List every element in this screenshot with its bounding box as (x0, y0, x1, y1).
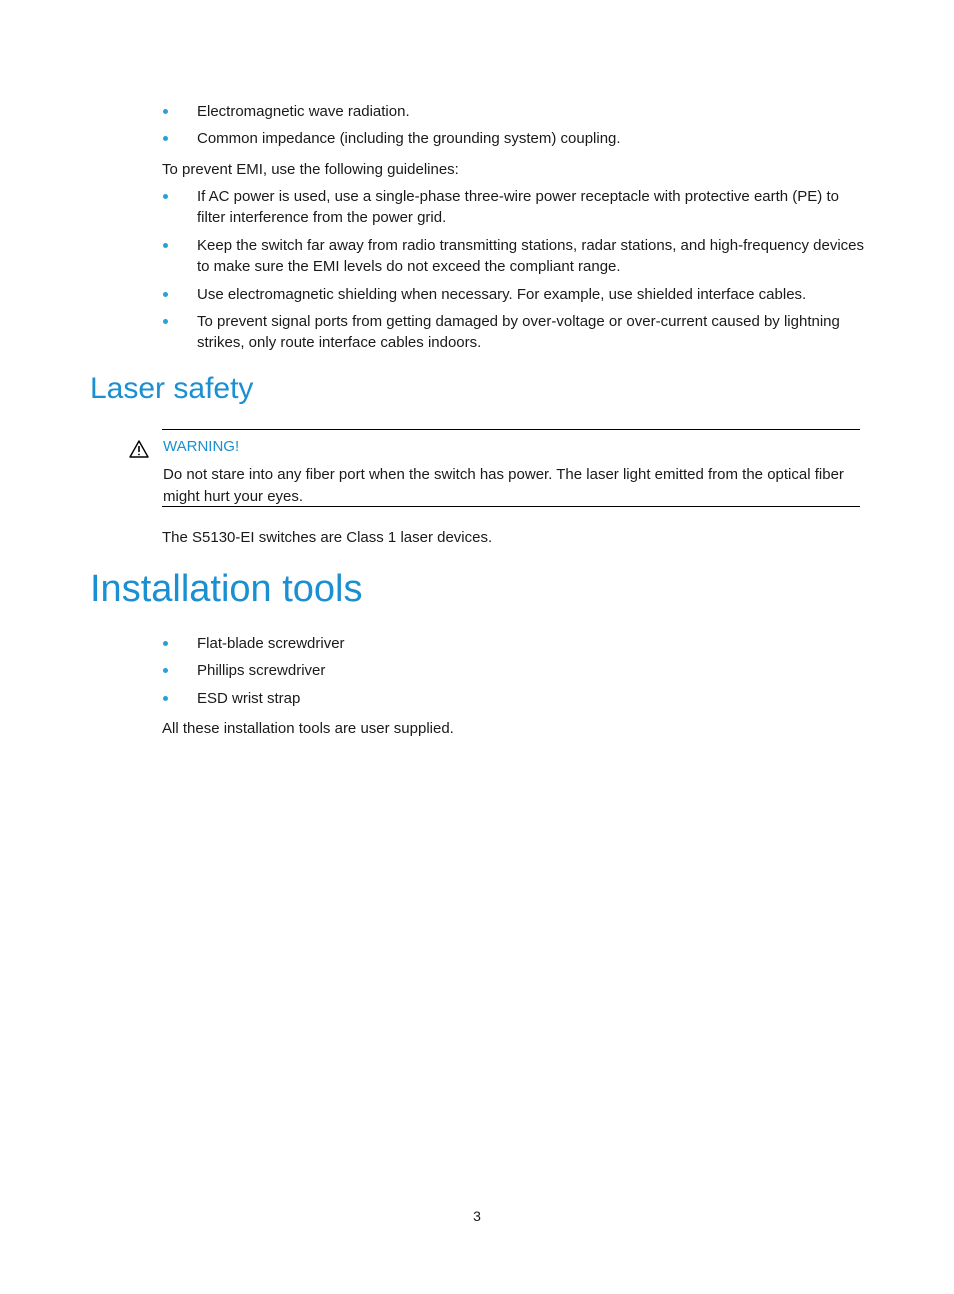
tools-note: All these installation tools are user supplied. (162, 720, 454, 737)
page-number: 3 (473, 1208, 481, 1224)
bullet-icon (163, 243, 168, 248)
bullet-icon (163, 668, 168, 673)
list-item: If AC power is used, use a single-phase three-wire power receptacle with protective earth (PE) to filter interference from the power grid. (0, 186, 954, 228)
bullet-icon (163, 194, 168, 199)
list-item: Use electromagnetic shielding when necessary. For example, use shielded interface cables. (0, 284, 954, 305)
emi-guideline-list (0, 186, 954, 353)
emi-source-list (0, 101, 954, 149)
warning-bottom-rule (162, 506, 860, 507)
list-item: To prevent signal ports from getting damaged by over-voltage or over-current caused by lightning strikes, only route interface cables indoors. (0, 311, 954, 353)
list-item: Common impedance (including the grounding system) coupling. (0, 128, 954, 149)
warning-triangle-icon (129, 440, 149, 458)
warning-text: Do not stare into any fiber port when the switch has power. The laser light emitted from the optical fiber might hurt your eyes. (163, 466, 844, 505)
warning-label: WARNING! (163, 438, 240, 455)
emi-intro-paragraph: To prevent EMI, use the following guidelines: (162, 161, 459, 178)
installation-tools-heading: Installation tools (90, 568, 363, 610)
list-item: Keep the switch far away from radio transmitting stations, radar stations, and high-frequency devices to make sure the EMI levels do not exceed the compliant range. (0, 235, 954, 277)
bullet-icon (163, 696, 168, 701)
bullet-icon (163, 136, 168, 141)
list-item: Flat-blade screwdriver (0, 633, 954, 654)
list-item: ESD wrist strap (0, 688, 954, 709)
warning-top-rule (162, 429, 860, 430)
laser-class-note: The S5130-EI switches are Class 1 laser devices. (162, 529, 493, 546)
list-item: Phillips screwdriver (0, 660, 954, 681)
bullet-icon (163, 292, 168, 297)
bullet-icon (163, 319, 168, 324)
list-item: Electromagnetic wave radiation. (0, 101, 954, 122)
tools-list (0, 633, 954, 709)
bullet-icon (163, 109, 168, 114)
laser-safety-heading: Laser safety (90, 372, 254, 405)
bullet-icon (163, 641, 168, 646)
